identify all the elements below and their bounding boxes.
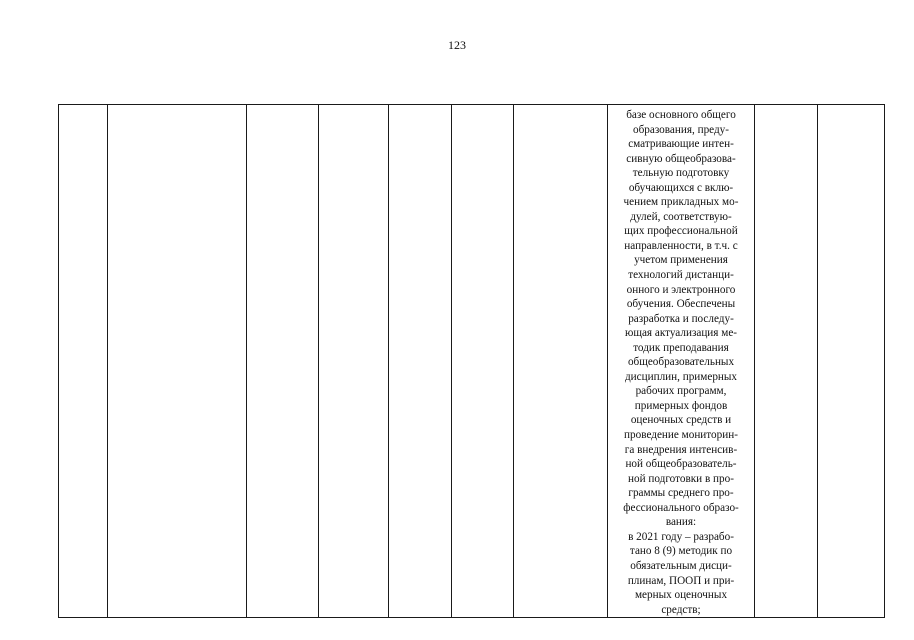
- cell-text-line: базе основного общего: [626, 109, 736, 121]
- cell-text-line: дулей, соответствую-: [630, 210, 732, 223]
- cell-text-line: ной подготовки в про-: [628, 472, 734, 485]
- cell-text-line: дисциплин, примерных: [624, 370, 738, 383]
- cell-text-line: примерных фондов: [634, 399, 728, 412]
- document-table: [58, 104, 885, 618]
- page-number: 123: [448, 38, 466, 52]
- cell-text-line: общеобразовательных: [627, 356, 735, 369]
- cell-text-line: разработка и последу-: [628, 312, 734, 325]
- cell-text-line: тано 8 (9) методик по: [629, 545, 733, 558]
- cell-text-line: щих профессиональной: [624, 225, 738, 238]
- cell-text-results: [608, 105, 754, 617]
- table-cell-col10: [818, 105, 885, 618]
- cell-text-line: мерных оценочных: [634, 589, 728, 602]
- cell-text-line: обучения. Обеспечены: [626, 298, 736, 311]
- cell-text-line: фессионального образо-: [623, 501, 739, 514]
- cell-text-line: образования, преду-: [632, 123, 730, 136]
- cell-text-line: чением прикладных мо-: [623, 196, 739, 209]
- cell-text-line: технологий дистанци-: [628, 269, 734, 282]
- table-row: [59, 105, 885, 618]
- table-cell-col1: [59, 105, 108, 618]
- cell-text-line: граммы среднего про-: [628, 487, 734, 500]
- cell-text-line: оценочных средств и: [630, 414, 732, 427]
- cell-text-line: обучающихся с вклю-: [628, 181, 734, 194]
- table-cell-col5: [389, 105, 452, 618]
- cell-text-line: сивную общеобразова-: [626, 152, 736, 165]
- cell-text-line: учетом применения: [634, 254, 728, 267]
- cell-text-line: га внедрения интенсив-: [624, 443, 738, 456]
- cell-text-line: тодик преподавания: [633, 341, 729, 354]
- cell-text-line: сматривающие интен-: [628, 138, 734, 151]
- cell-text-line: ющая актуализация ме-: [624, 327, 738, 340]
- cell-text-line: проведение мониторин-: [624, 429, 738, 442]
- table-cell-col2: [108, 105, 247, 618]
- table-cell-col4: [319, 105, 389, 618]
- cell-text-line: направленности, в т.ч. с: [624, 239, 738, 252]
- cell-text-line: вания:: [665, 516, 697, 529]
- table-cell-col9: [755, 105, 818, 618]
- table-cell-col7: [514, 105, 608, 618]
- cell-text-line: плинам, ПООП и при-: [627, 574, 735, 587]
- cell-text-line: тельную подготовку: [632, 167, 730, 180]
- cell-text-line: рабочих программ,: [635, 385, 727, 398]
- table-cell-col3: [247, 105, 319, 618]
- cell-text-line: в 2021 году – разрабо-: [628, 530, 734, 543]
- cell-text-line: онного и электронного: [626, 283, 736, 296]
- cell-text-line: обязательным дисци-: [630, 559, 732, 572]
- cell-text-line: средств;: [661, 603, 701, 616]
- table-cell-col8: [608, 105, 755, 618]
- cell-text-line: ной общеобразователь-: [625, 458, 737, 471]
- table-cell-col6: [452, 105, 514, 618]
